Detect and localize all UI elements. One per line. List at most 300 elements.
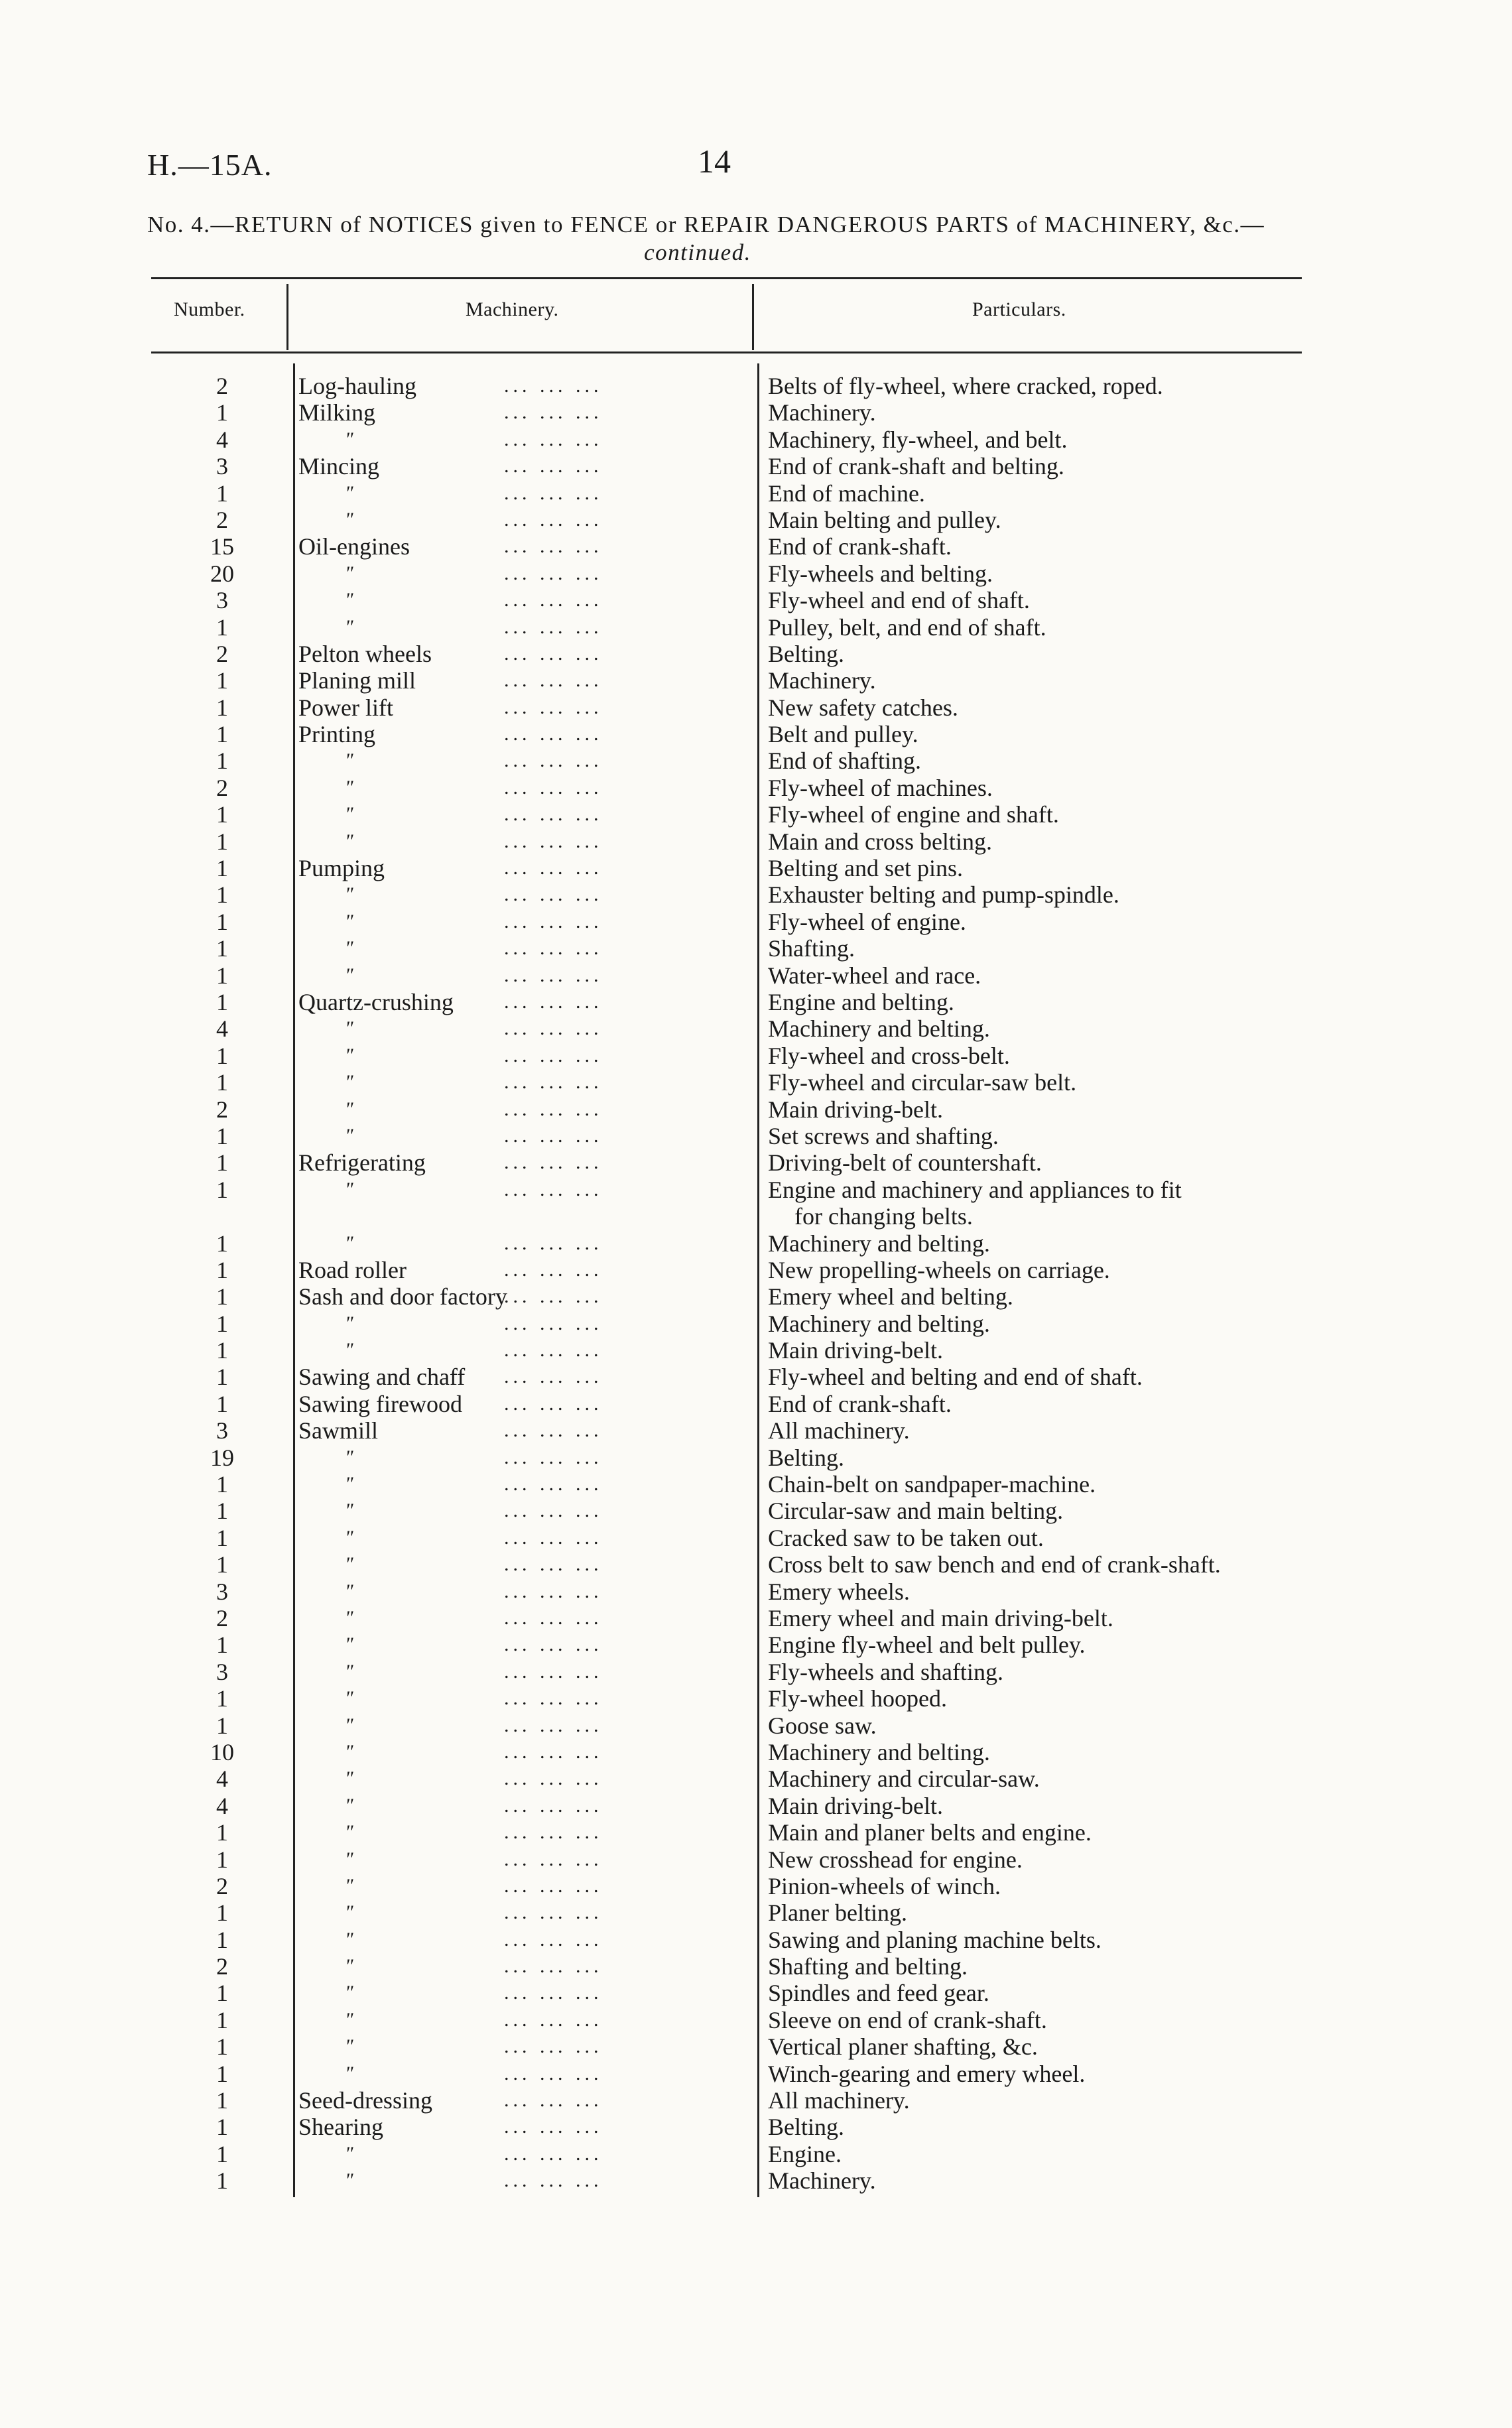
table-row bbox=[0, 1551, 1512, 1578]
row-particulars bbox=[768, 1043, 1312, 1069]
row-particulars-text: Winch-gearing and emery wheel. bbox=[768, 2060, 1086, 2087]
table-row bbox=[0, 480, 1512, 507]
table-row bbox=[0, 1444, 1512, 1471]
row-number: 3 bbox=[216, 1417, 228, 1444]
row-number: 1 bbox=[216, 1364, 228, 1391]
row-particulars-text: Pinion-wheels of winch. bbox=[768, 1872, 1001, 1899]
leader-dots: ... ... ... bbox=[504, 1821, 603, 1844]
row-particulars bbox=[768, 560, 1312, 587]
table-row bbox=[0, 1015, 1512, 1042]
row-machinery: " bbox=[345, 937, 353, 960]
row-particulars-text: Cross belt to saw bench and end of crank-shaft. bbox=[768, 1551, 1221, 1578]
table-row bbox=[0, 1498, 1512, 1524]
table-row bbox=[0, 1793, 1512, 1819]
row-particulars-text: New crosshead for engine. bbox=[768, 1846, 1023, 1873]
table-row bbox=[0, 560, 1512, 587]
row-number: 1 bbox=[216, 1498, 228, 1525]
row-particulars bbox=[768, 2114, 1312, 2140]
leader-dots: ... ... ... bbox=[504, 1098, 603, 1120]
row-machinery: " bbox=[345, 589, 353, 611]
row-particulars bbox=[768, 587, 1312, 613]
table-row bbox=[0, 1899, 1512, 1926]
table-row bbox=[0, 2141, 1512, 2167]
row-number: 1 bbox=[216, 1256, 228, 1283]
leader-dots: ... ... ... bbox=[504, 1071, 603, 1094]
table-row bbox=[0, 1631, 1512, 1658]
table-row bbox=[0, 1819, 1512, 1846]
row-machinery: Sawing and chaff bbox=[298, 1364, 466, 1391]
row-number: 1 bbox=[216, 1176, 228, 1203]
table-row bbox=[0, 2007, 1512, 2033]
row-number: 1 bbox=[216, 1926, 228, 1953]
row-particulars-text: Fly-wheel and belting and end of shaft. bbox=[768, 1364, 1143, 1391]
row-particulars-text: All machinery. bbox=[768, 2087, 910, 2114]
row-machinery: " bbox=[345, 964, 353, 986]
page-header-reference: H.—15A. bbox=[147, 148, 273, 182]
leader-dots: ... ... ... bbox=[504, 1874, 603, 1897]
column-divider-1 bbox=[286, 284, 288, 350]
table-row bbox=[0, 1230, 1512, 1257]
row-machinery: " bbox=[345, 1473, 353, 1496]
table-row bbox=[0, 426, 1512, 453]
table-row bbox=[0, 801, 1512, 828]
row-machinery: Log-hauling bbox=[298, 373, 416, 399]
table-row bbox=[0, 2087, 1512, 2114]
row-particulars-text: Main and cross belting. bbox=[768, 828, 992, 855]
leader-dots: ... ... ... bbox=[504, 589, 603, 611]
row-particulars bbox=[768, 399, 1312, 426]
row-machinery: Pelton wheels bbox=[298, 640, 432, 667]
row-number: 1 bbox=[216, 667, 228, 694]
table-title-main: No. 4.—RETURN of NOTICES given to FENCE or REPAIR DANGEROUS PARTS of MACHINERY, &c.— bbox=[147, 212, 1265, 237]
row-particulars-text: Machinery and belting. bbox=[768, 1310, 990, 1337]
row-number: 1 bbox=[216, 1149, 228, 1177]
leader-dots: ... ... ... bbox=[504, 1660, 603, 1683]
table-row bbox=[0, 1337, 1512, 1364]
leader-dots: ... ... ... bbox=[504, 375, 603, 397]
row-particulars-text: Exhauster belting and pump-spindle. bbox=[768, 881, 1119, 909]
table-body bbox=[0, 373, 1512, 2195]
row-number: 3 bbox=[216, 587, 228, 614]
table-row bbox=[0, 1149, 1512, 1176]
leader-dots: ... ... ... bbox=[504, 2142, 603, 2165]
row-machinery: Seed-dressing bbox=[298, 2087, 432, 2114]
row-particulars-text: Engine fly-wheel and belt pulley. bbox=[768, 1631, 1086, 1659]
table-row bbox=[0, 614, 1512, 641]
row-number: 1 bbox=[216, 1310, 228, 1337]
row-number: 1 bbox=[216, 1230, 228, 1257]
row-particulars bbox=[768, 1899, 1312, 1926]
row-particulars-text: Belt and pulley. bbox=[768, 721, 918, 748]
leader-dots: ... ... ... bbox=[504, 455, 603, 478]
row-particulars-text: Belting. bbox=[768, 2114, 844, 2141]
leader-dots: ... ... ... bbox=[504, 2169, 603, 2192]
row-particulars bbox=[768, 1927, 1312, 1953]
row-machinery: Oil-engines bbox=[298, 533, 410, 560]
row-number: 1 bbox=[216, 801, 228, 828]
row-particulars bbox=[768, 855, 1312, 881]
leader-dots: ... ... ... bbox=[504, 803, 603, 826]
leader-dots: ... ... ... bbox=[504, 1017, 603, 1040]
row-machinery: " bbox=[345, 481, 353, 504]
row-machinery: Shearing bbox=[298, 2114, 383, 2141]
row-particulars bbox=[768, 1953, 1312, 1980]
row-particulars bbox=[768, 1123, 1312, 1149]
row-particulars bbox=[768, 2061, 1312, 2087]
row-number: 15 bbox=[210, 533, 234, 560]
leader-dots: ... ... ... bbox=[504, 1767, 603, 1790]
table-row bbox=[0, 399, 1512, 426]
table-row bbox=[0, 2167, 1512, 2194]
row-number: 1 bbox=[216, 988, 228, 1015]
table-row bbox=[0, 1685, 1512, 1712]
leader-dots: ... ... ... bbox=[504, 1526, 603, 1549]
row-number: 1 bbox=[216, 1899, 228, 1927]
row-particulars-text: Fly-wheel of machines. bbox=[768, 774, 993, 801]
row-particulars bbox=[768, 667, 1312, 694]
row-machinery: Power lift bbox=[298, 694, 393, 721]
table-row bbox=[0, 1177, 1512, 1230]
row-number: 1 bbox=[216, 399, 228, 426]
row-machinery: " bbox=[345, 1955, 353, 1978]
row-particulars bbox=[768, 480, 1312, 507]
leader-dots: ... ... ... bbox=[504, 535, 603, 558]
row-machinery: " bbox=[345, 1500, 353, 1522]
leader-dots: ... ... ... bbox=[504, 669, 603, 692]
row-particulars-text: Machinery and circular-saw. bbox=[768, 1765, 1040, 1793]
leader-dots: ... ... ... bbox=[504, 1285, 603, 1308]
row-particulars bbox=[768, 935, 1312, 962]
row-particulars bbox=[768, 1631, 1312, 1658]
row-particulars bbox=[768, 1257, 1312, 1283]
row-particulars bbox=[768, 1685, 1312, 1712]
table-row bbox=[0, 587, 1512, 613]
table-row bbox=[0, 1578, 1512, 1605]
leader-dots: ... ... ... bbox=[504, 1044, 603, 1066]
row-number: 1 bbox=[216, 694, 228, 721]
row-particulars bbox=[768, 962, 1312, 989]
row-particulars-text: End of crank-shaft. bbox=[768, 1390, 952, 1417]
row-number: 2 bbox=[216, 506, 228, 533]
table-row bbox=[0, 962, 1512, 989]
table-row bbox=[0, 1096, 1512, 1123]
row-particulars-text: Emery wheels. bbox=[768, 1578, 910, 1605]
leader-dots: ... ... ... bbox=[504, 1955, 603, 1978]
row-particulars-text: Spindles and feed gear. bbox=[768, 1980, 989, 2007]
leader-dots: ... ... ... bbox=[504, 1339, 603, 1362]
table-row bbox=[0, 507, 1512, 533]
leader-dots: ... ... ... bbox=[504, 723, 603, 745]
row-particulars bbox=[768, 614, 1312, 641]
table-row bbox=[0, 1043, 1512, 1069]
row-particulars bbox=[768, 1765, 1312, 1792]
row-number: 1 bbox=[216, 2087, 228, 2114]
row-particulars bbox=[768, 373, 1312, 399]
header-top-rule bbox=[151, 277, 1302, 279]
leader-dots: ... ... ... bbox=[504, 857, 603, 879]
row-number: 1 bbox=[216, 908, 228, 935]
row-particulars-text: Machinery and belting. bbox=[768, 1015, 990, 1043]
row-machinery: Sawing firewood bbox=[298, 1390, 462, 1417]
row-particulars-text: Engine and machinery and appliances to fit bbox=[768, 1176, 1182, 1203]
row-number: 1 bbox=[216, 1283, 228, 1310]
row-particulars-text: Fly-wheel hooped. bbox=[768, 1685, 947, 1712]
table-row bbox=[0, 1417, 1512, 1444]
row-particulars-text: Machinery. bbox=[768, 399, 876, 426]
row-particulars bbox=[768, 1337, 1312, 1364]
row-particulars-continuation: for changing belts. bbox=[794, 1203, 973, 1230]
row-number: 1 bbox=[216, 1980, 228, 2007]
row-particulars bbox=[768, 2033, 1312, 2060]
row-particulars-text: End of crank-shaft and belting. bbox=[768, 453, 1064, 480]
row-particulars bbox=[768, 1310, 1312, 1337]
row-machinery: " bbox=[345, 1901, 353, 1924]
leader-dots: ... ... ... bbox=[504, 1740, 603, 1763]
row-particulars bbox=[768, 2141, 1312, 2167]
table-row bbox=[0, 881, 1512, 908]
row-machinery: " bbox=[345, 1633, 353, 1656]
row-particulars-text: Main and planer belts and engine. bbox=[768, 1819, 1092, 1846]
row-particulars bbox=[768, 2007, 1312, 2033]
table-row bbox=[0, 1739, 1512, 1765]
row-number: 10 bbox=[210, 1738, 234, 1765]
row-particulars bbox=[768, 1444, 1312, 1471]
row-machinery: " bbox=[345, 508, 353, 531]
table-row bbox=[0, 1525, 1512, 1551]
table-row bbox=[0, 1659, 1512, 1685]
row-machinery: " bbox=[345, 1580, 353, 1602]
row-particulars-text: Driving-belt of countershaft. bbox=[768, 1149, 1042, 1177]
row-particulars bbox=[768, 1793, 1312, 1819]
table-title bbox=[147, 211, 1308, 267]
row-machinery: " bbox=[345, 1821, 353, 1844]
table-row bbox=[0, 1364, 1512, 1390]
row-particulars-text: Fly-wheel of engine. bbox=[768, 908, 966, 935]
row-machinery: " bbox=[345, 1982, 353, 2004]
row-particulars-text: Belting. bbox=[768, 640, 844, 667]
leader-dots: ... ... ... bbox=[504, 642, 603, 665]
row-machinery: " bbox=[345, 883, 353, 906]
leader-dots: ... ... ... bbox=[504, 1312, 603, 1334]
row-number: 1 bbox=[216, 1551, 228, 1578]
leader-dots: ... ... ... bbox=[504, 401, 603, 424]
row-machinery: " bbox=[345, 1767, 353, 1790]
leader-dots: ... ... ... bbox=[504, 1633, 603, 1656]
row-machinery: Road roller bbox=[298, 1256, 407, 1283]
row-particulars bbox=[768, 2167, 1312, 2194]
leader-dots: ... ... ... bbox=[504, 696, 603, 718]
row-number: 1 bbox=[216, 721, 228, 748]
row-machinery: " bbox=[345, 1526, 353, 1549]
row-number: 1 bbox=[216, 881, 228, 909]
leader-dots: ... ... ... bbox=[504, 1580, 603, 1602]
leader-dots: ... ... ... bbox=[504, 1392, 603, 1415]
row-number: 1 bbox=[216, 1819, 228, 1846]
row-particulars bbox=[768, 1980, 1312, 2006]
row-number: 2 bbox=[216, 1604, 228, 1631]
row-particulars-text: Fly-wheel of engine and shaft. bbox=[768, 801, 1059, 828]
leader-dots: ... ... ... bbox=[504, 1151, 603, 1174]
table-row bbox=[0, 2033, 1512, 2060]
column-header-particulars: Particulars. bbox=[972, 298, 1066, 320]
leader-dots: ... ... ... bbox=[504, 2062, 603, 2084]
row-number: 2 bbox=[216, 640, 228, 667]
row-machinery: Quartz-crushing bbox=[298, 988, 454, 1015]
leader-dots: ... ... ... bbox=[504, 883, 603, 906]
row-particulars-text: Fly-wheels and belting. bbox=[768, 560, 993, 587]
row-number: 1 bbox=[216, 1471, 228, 1498]
row-machinery: Mincing bbox=[298, 453, 379, 480]
row-particulars-text: Set screws and shafting. bbox=[768, 1122, 999, 1149]
row-machinery: " bbox=[345, 2008, 353, 2031]
row-number: 20 bbox=[210, 560, 234, 587]
header-bottom-rule bbox=[151, 351, 1302, 353]
table-title-continued: continued. bbox=[644, 239, 751, 265]
column-divider-2 bbox=[752, 284, 754, 350]
row-particulars bbox=[768, 828, 1312, 855]
table-row bbox=[0, 747, 1512, 774]
row-number: 1 bbox=[216, 479, 228, 507]
row-number: 1 bbox=[216, 855, 228, 882]
row-particulars-text: Machinery and belting. bbox=[768, 1738, 990, 1765]
row-machinery: " bbox=[345, 2142, 353, 2165]
row-particulars-text: Belting. bbox=[768, 1444, 844, 1471]
row-particulars bbox=[768, 881, 1312, 908]
leader-dots: ... ... ... bbox=[504, 1446, 603, 1468]
table-row bbox=[0, 1069, 1512, 1096]
row-number: 4 bbox=[216, 1792, 228, 1819]
row-particulars bbox=[768, 1712, 1312, 1739]
table-row bbox=[0, 1605, 1512, 1631]
leader-dots: ... ... ... bbox=[504, 1714, 603, 1736]
leader-dots: ... ... ... bbox=[504, 1687, 603, 1710]
row-particulars bbox=[768, 2087, 1312, 2114]
row-particulars bbox=[768, 909, 1312, 935]
row-number: 19 bbox=[210, 1444, 234, 1471]
leader-dots: ... ... ... bbox=[504, 1901, 603, 1924]
leader-dots: ... ... ... bbox=[504, 964, 603, 986]
row-particulars bbox=[768, 989, 1312, 1015]
row-number: 1 bbox=[216, 2167, 228, 2195]
table-row bbox=[0, 1471, 1512, 1498]
row-machinery: " bbox=[345, 1446, 353, 1468]
row-number: 1 bbox=[216, 1685, 228, 1712]
row-number: 2 bbox=[216, 1096, 228, 1123]
row-number: 1 bbox=[216, 1524, 228, 1551]
leader-dots: ... ... ... bbox=[504, 1178, 603, 1200]
table-row bbox=[0, 1310, 1512, 1337]
row-particulars bbox=[768, 453, 1312, 479]
row-particulars bbox=[768, 775, 1312, 801]
row-machinery: " bbox=[345, 1124, 353, 1147]
leader-dots: ... ... ... bbox=[504, 2116, 603, 2138]
leader-dots: ... ... ... bbox=[504, 508, 603, 531]
row-machinery: " bbox=[345, 776, 353, 799]
table-row bbox=[0, 453, 1512, 479]
row-machinery: Pumping bbox=[298, 855, 385, 882]
row-machinery: " bbox=[345, 1339, 353, 1362]
row-particulars bbox=[768, 747, 1312, 774]
row-particulars-text: End of shafting. bbox=[768, 747, 921, 775]
row-particulars-text: Chain-belt on sandpaper-machine. bbox=[768, 1471, 1096, 1498]
row-number: 1 bbox=[216, 1712, 228, 1739]
row-particulars-text: Vertical planer shafting, &c. bbox=[768, 2033, 1038, 2061]
row-particulars bbox=[768, 1230, 1312, 1257]
row-number: 4 bbox=[216, 1765, 228, 1793]
leader-dots: ... ... ... bbox=[504, 1500, 603, 1522]
row-machinery: " bbox=[345, 1740, 353, 1763]
row-number: 1 bbox=[216, 1042, 228, 1069]
row-number: 1 bbox=[216, 935, 228, 962]
row-particulars-text: Main driving-belt. bbox=[768, 1792, 943, 1819]
row-particulars-text: Fly-wheels and shafting. bbox=[768, 1658, 1003, 1685]
row-particulars-text: Sawing and planing machine belts. bbox=[768, 1926, 1102, 1953]
row-particulars bbox=[768, 1177, 1312, 1230]
leader-dots: ... ... ... bbox=[504, 1794, 603, 1817]
row-particulars-text: Engine and belting. bbox=[768, 988, 954, 1015]
row-number: 1 bbox=[216, 1122, 228, 1149]
row-particulars-text: Fly-wheel and circular-saw belt. bbox=[768, 1069, 1077, 1096]
table-row bbox=[0, 2061, 1512, 2087]
leader-dots: ... ... ... bbox=[504, 2008, 603, 2031]
row-particulars-text: Emery wheel and belting. bbox=[768, 1283, 1013, 1310]
row-machinery: " bbox=[345, 803, 353, 826]
table-row bbox=[0, 1765, 1512, 1792]
row-particulars bbox=[768, 1149, 1312, 1176]
row-machinery: " bbox=[345, 615, 353, 638]
row-number: 1 bbox=[216, 613, 228, 641]
row-particulars bbox=[768, 1498, 1312, 1524]
row-number: 1 bbox=[216, 2140, 228, 2167]
table-row bbox=[0, 1980, 1512, 2006]
row-particulars bbox=[768, 1605, 1312, 1631]
row-particulars-text: Emery wheel and main driving-belt. bbox=[768, 1604, 1113, 1631]
row-particulars-text: Cracked saw to be taken out. bbox=[768, 1524, 1044, 1551]
row-number: 2 bbox=[216, 373, 228, 399]
leader-dots: ... ... ... bbox=[504, 2035, 603, 2058]
row-number: 1 bbox=[216, 2114, 228, 2141]
row-particulars bbox=[768, 801, 1312, 828]
row-particulars-text: Machinery. bbox=[768, 667, 876, 694]
row-machinery: Milking bbox=[298, 399, 376, 426]
row-machinery: " bbox=[345, 1017, 353, 1040]
row-particulars bbox=[768, 694, 1312, 721]
row-particulars-text: Main belting and pulley. bbox=[768, 506, 1001, 533]
row-machinery: " bbox=[345, 2035, 353, 2058]
table-row bbox=[0, 1257, 1512, 1283]
row-particulars-text: Machinery and belting. bbox=[768, 1230, 990, 1257]
column-header-machinery: Machinery. bbox=[466, 298, 559, 320]
row-particulars bbox=[768, 1551, 1312, 1578]
table-row bbox=[0, 1712, 1512, 1739]
row-particulars-text: Belting and set pins. bbox=[768, 855, 963, 882]
row-machinery: " bbox=[345, 428, 353, 450]
row-number: 2 bbox=[216, 1872, 228, 1899]
row-particulars-text: Fly-wheel and end of shaft. bbox=[768, 587, 1030, 614]
row-particulars-text: End of crank-shaft. bbox=[768, 533, 952, 560]
row-machinery: " bbox=[345, 1312, 353, 1334]
leader-dots: ... ... ... bbox=[504, 1419, 603, 1442]
row-particulars-text: Machinery, fly-wheel, and belt. bbox=[768, 426, 1068, 453]
row-machinery: Sawmill bbox=[298, 1417, 379, 1444]
row-particulars-text: Engine. bbox=[768, 2140, 842, 2167]
row-particulars bbox=[768, 1578, 1312, 1605]
leader-dots: ... ... ... bbox=[504, 1258, 603, 1281]
row-machinery: " bbox=[345, 1606, 353, 1629]
row-number: 3 bbox=[216, 1578, 228, 1605]
row-particulars bbox=[768, 641, 1312, 667]
table-row bbox=[0, 1927, 1512, 1953]
